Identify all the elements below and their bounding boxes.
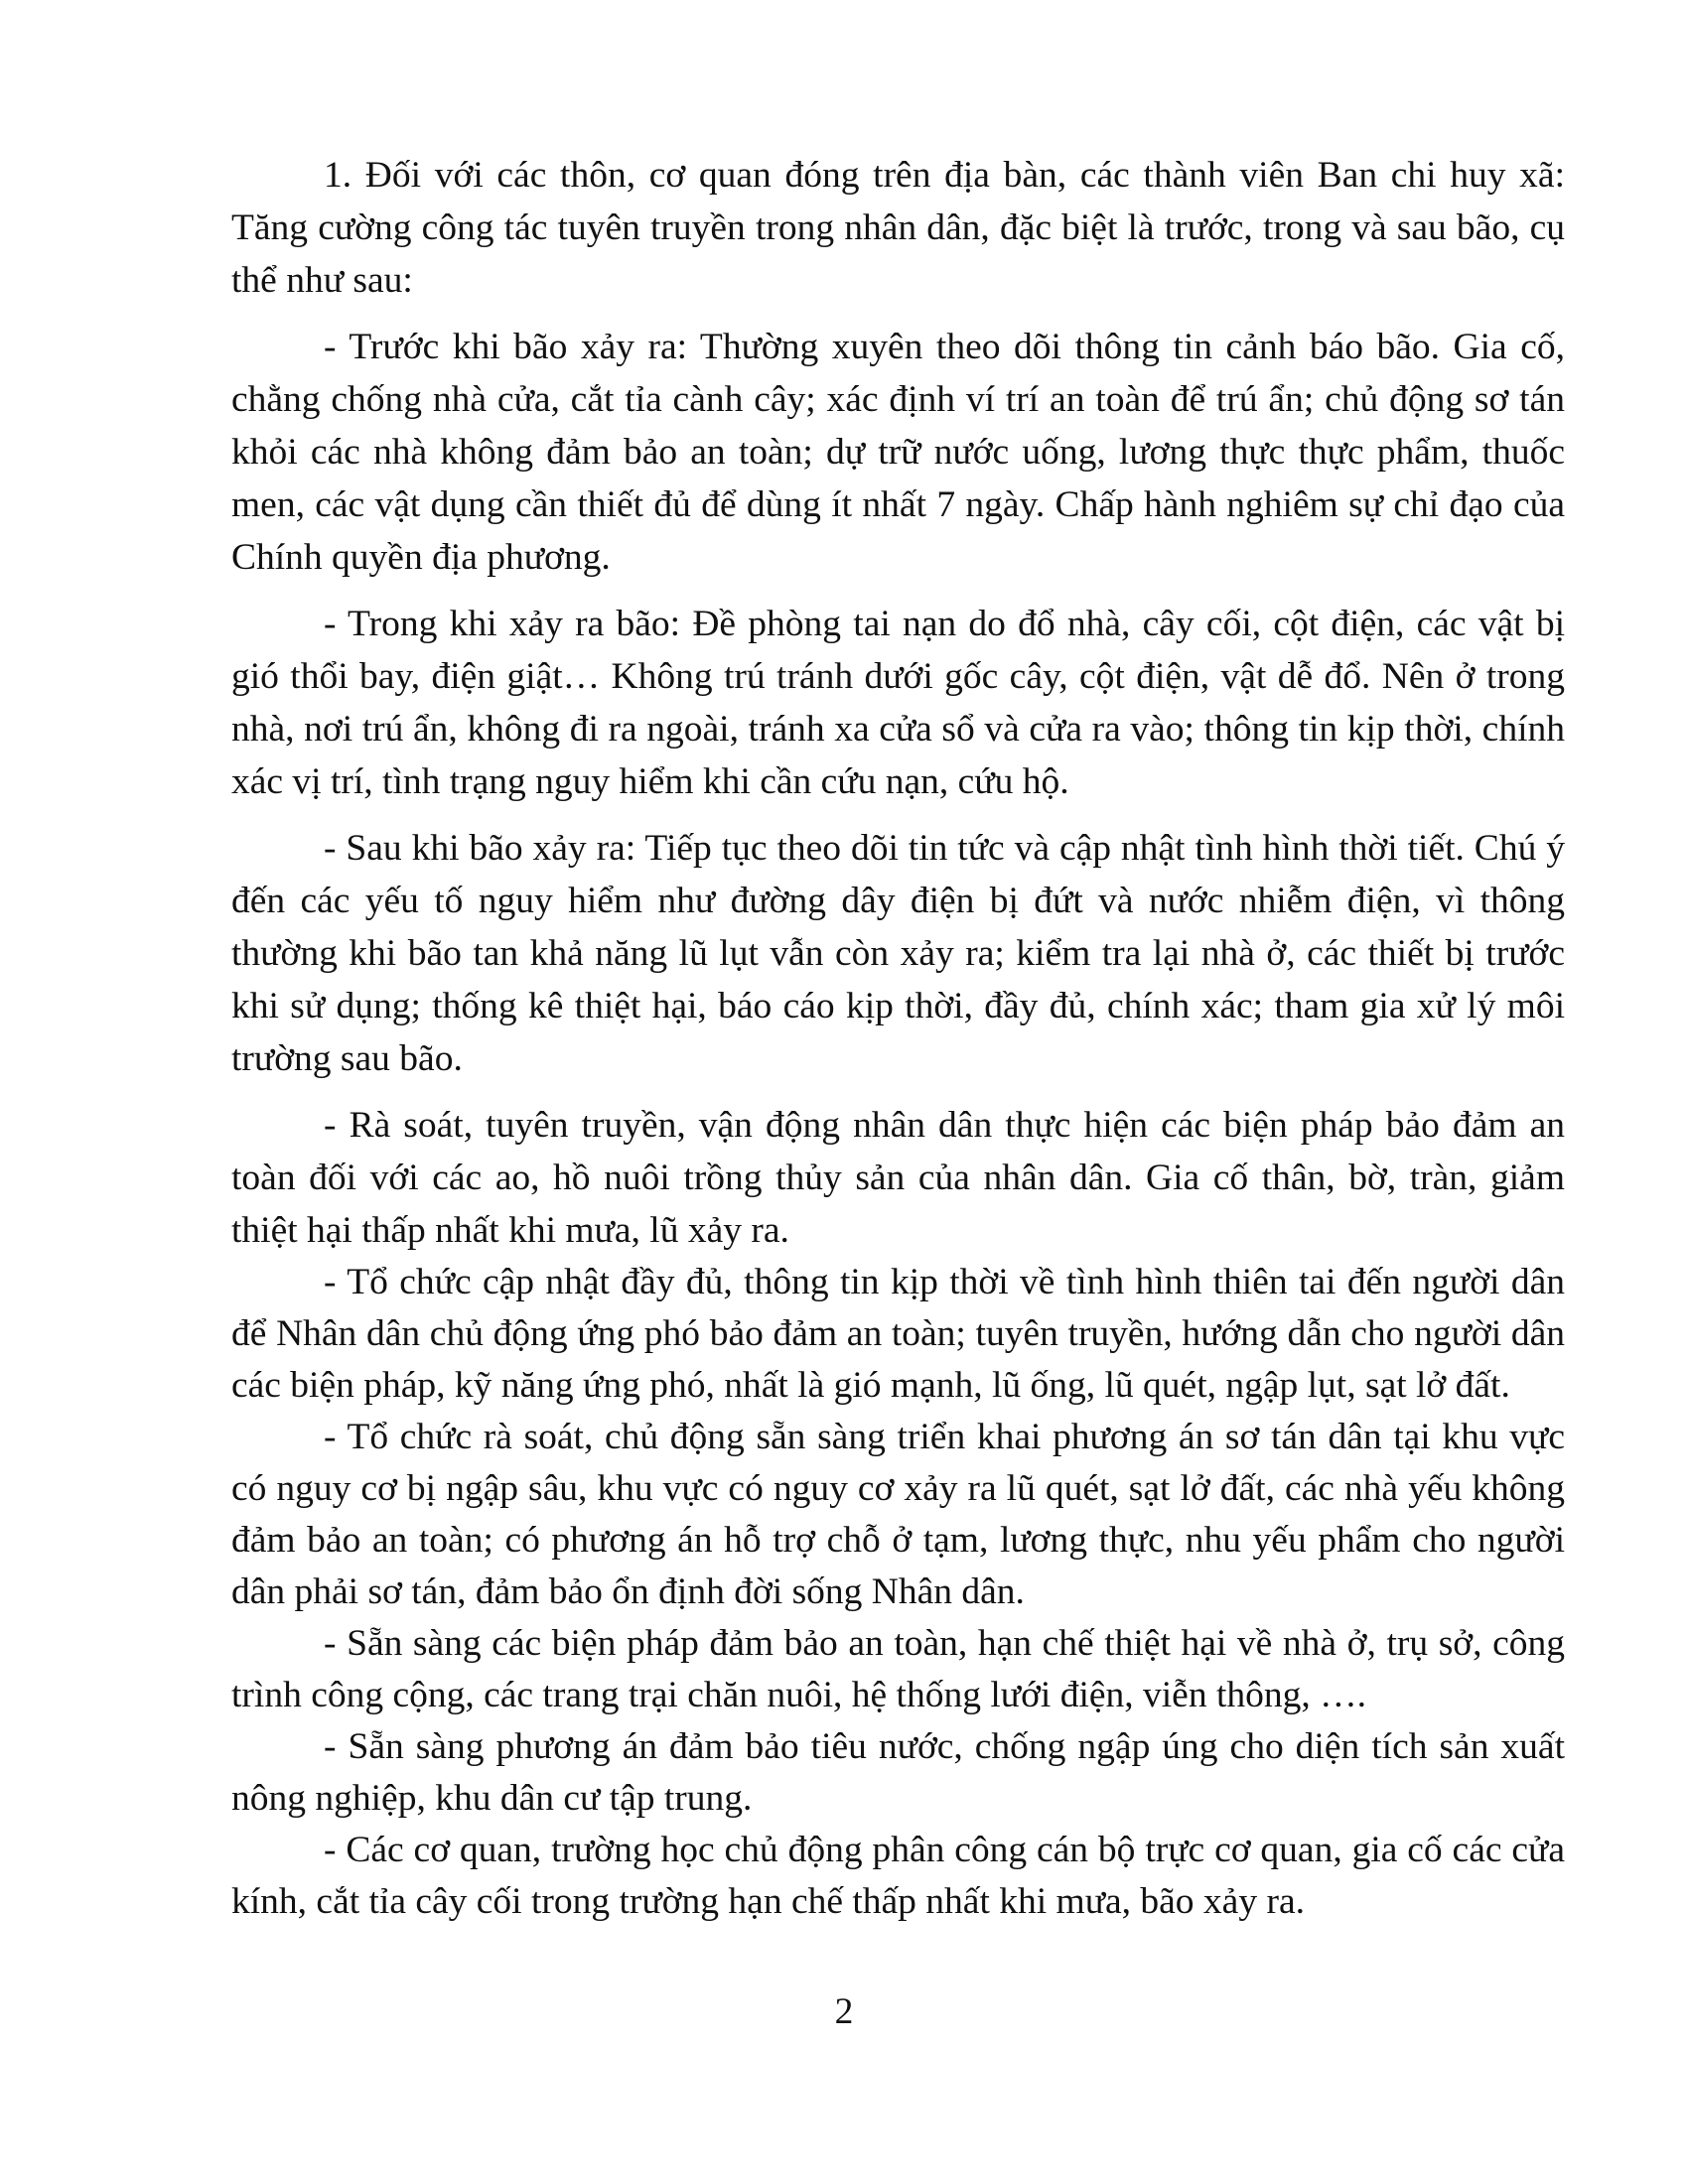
paragraph-information: - Tổ chức cập nhật đầy đủ, thông tin kịp thời về tình hình thiên tai đến người dân để Nhân dân chủ động ứng phó bảo đảm an toàn; tuyên truyền, hướng dẫn cho người dân các biện pháp, kỹ năng ứng phó, nhất là gió mạnh, lũ ống, lũ quét, ngập lụt, sạt lở đất. (231, 1262, 1565, 1406)
paragraph-intro: 1. Đối với các thôn, cơ quan đóng trên địa bàn, các thành viên Ban chi huy xã: Tăng cường công tác tuyên truyền trong nhân dân, đặc biệt là trước, trong và sau bão, cụ thể như sau: (231, 155, 1565, 301)
paragraph-agencies-schools: - Các cơ quan, trường học chủ động phân công cán bộ trực cơ quan, gia cố các cửa kính, cắt tỉa cây cối trong trường hạn chế thấp nhất khi mưa, bão xảy ra. (231, 1830, 1565, 1922)
paragraph-aquaculture: - Rà soát, tuyên truyền, vận động nhân dân thực hiện các biện pháp bảo đảm an toàn đối với các ao, hồ nuôi trồng thủy sản của nhân dân. Gia cố thân, bờ, tràn, giảm thiệt hại thấp nhất khi mưa, lũ xảy ra. (231, 1105, 1565, 1251)
paragraph-during-storm: - Trong khi xảy ra bão: Đề phòng tai nạn do đổ nhà, cây cối, cột điện, các vật bị gió thổi bay, điện giật… Không trú tránh dưới gốc cây, cột điện, vật dễ đổ. Nên ở trong nhà, nơi trú ẩn, không đi ra ngoài, tránh xa cửa sổ và cửa ra vào; thông tin kịp thời, chính xác vị trí, tình trạng nguy hiểm khi cần cứu nạn, cứu hộ. (231, 604, 1565, 802)
document-body (231, 149, 1565, 1928)
paragraph-drainage: - Sẵn sàng phương án đảm bảo tiêu nước, chống ngập úng cho diện tích sản xuất nông nghiệp, khu dân cư tập trung. (231, 1726, 1565, 1819)
paragraph-after-storm: - Sau khi bão xảy ra: Tiếp tục theo dõi tin tức và cập nhật tình hình thời tiết. Chú ý đến các yếu tố nguy hiểm như đường dây điện bị đứt và nước nhiễm điện, vì thông thường khi bão tan khả năng lũ lụt vẫn còn xảy ra; kiểm tra lại nhà ở, các thiết bị trước khi sử dụng; thống kê thiệt hại, báo cáo kịp thời, đầy đủ, chính xác; tham gia xử lý môi trường sau bão. (231, 828, 1565, 1079)
paragraph-evacuation: - Tổ chức rà soát, chủ động sẵn sàng triển khai phương án sơ tán dân tại khu vực có nguy cơ bị ngập sâu, khu vực có nguy cơ xảy ra lũ quét, sạt lở đất, các nhà yếu không đảm bảo an toàn; có phương án hỗ trợ chỗ ở tạm, lương thực, nhu yếu phẩm cho người dân phải sơ tán, đảm bảo ổn định đời sống Nhân dân. (231, 1417, 1565, 1612)
page-number: 2 (834, 1991, 854, 2032)
paragraph-before-storm: - Trước khi bão xảy ra: Thường xuyên theo dõi thông tin cảnh báo bão. Gia cố, chằng chống nhà cửa, cắt tỉa cành cây; xác định ví trí an toàn để trú ẩn; chủ động sơ tán khỏi các nhà không đảm bảo an toàn; dự trữ nước uống, lương thực thực phẩm, thuốc men, các vật dụng cần thiết đủ để dùng ít nhất 7 ngày. Chấp hành nghiêm sự chỉ đạo của Chính quyền địa phương. (231, 327, 1565, 578)
paragraph-safety-measures: - Sẵn sàng các biện pháp đảm bảo an toàn, hạn chế thiệt hại về nhà ở, trụ sở, công trình công cộng, các trang trại chăn nuôi, hệ thống lưới điện, viễn thông, …. (231, 1623, 1565, 1715)
